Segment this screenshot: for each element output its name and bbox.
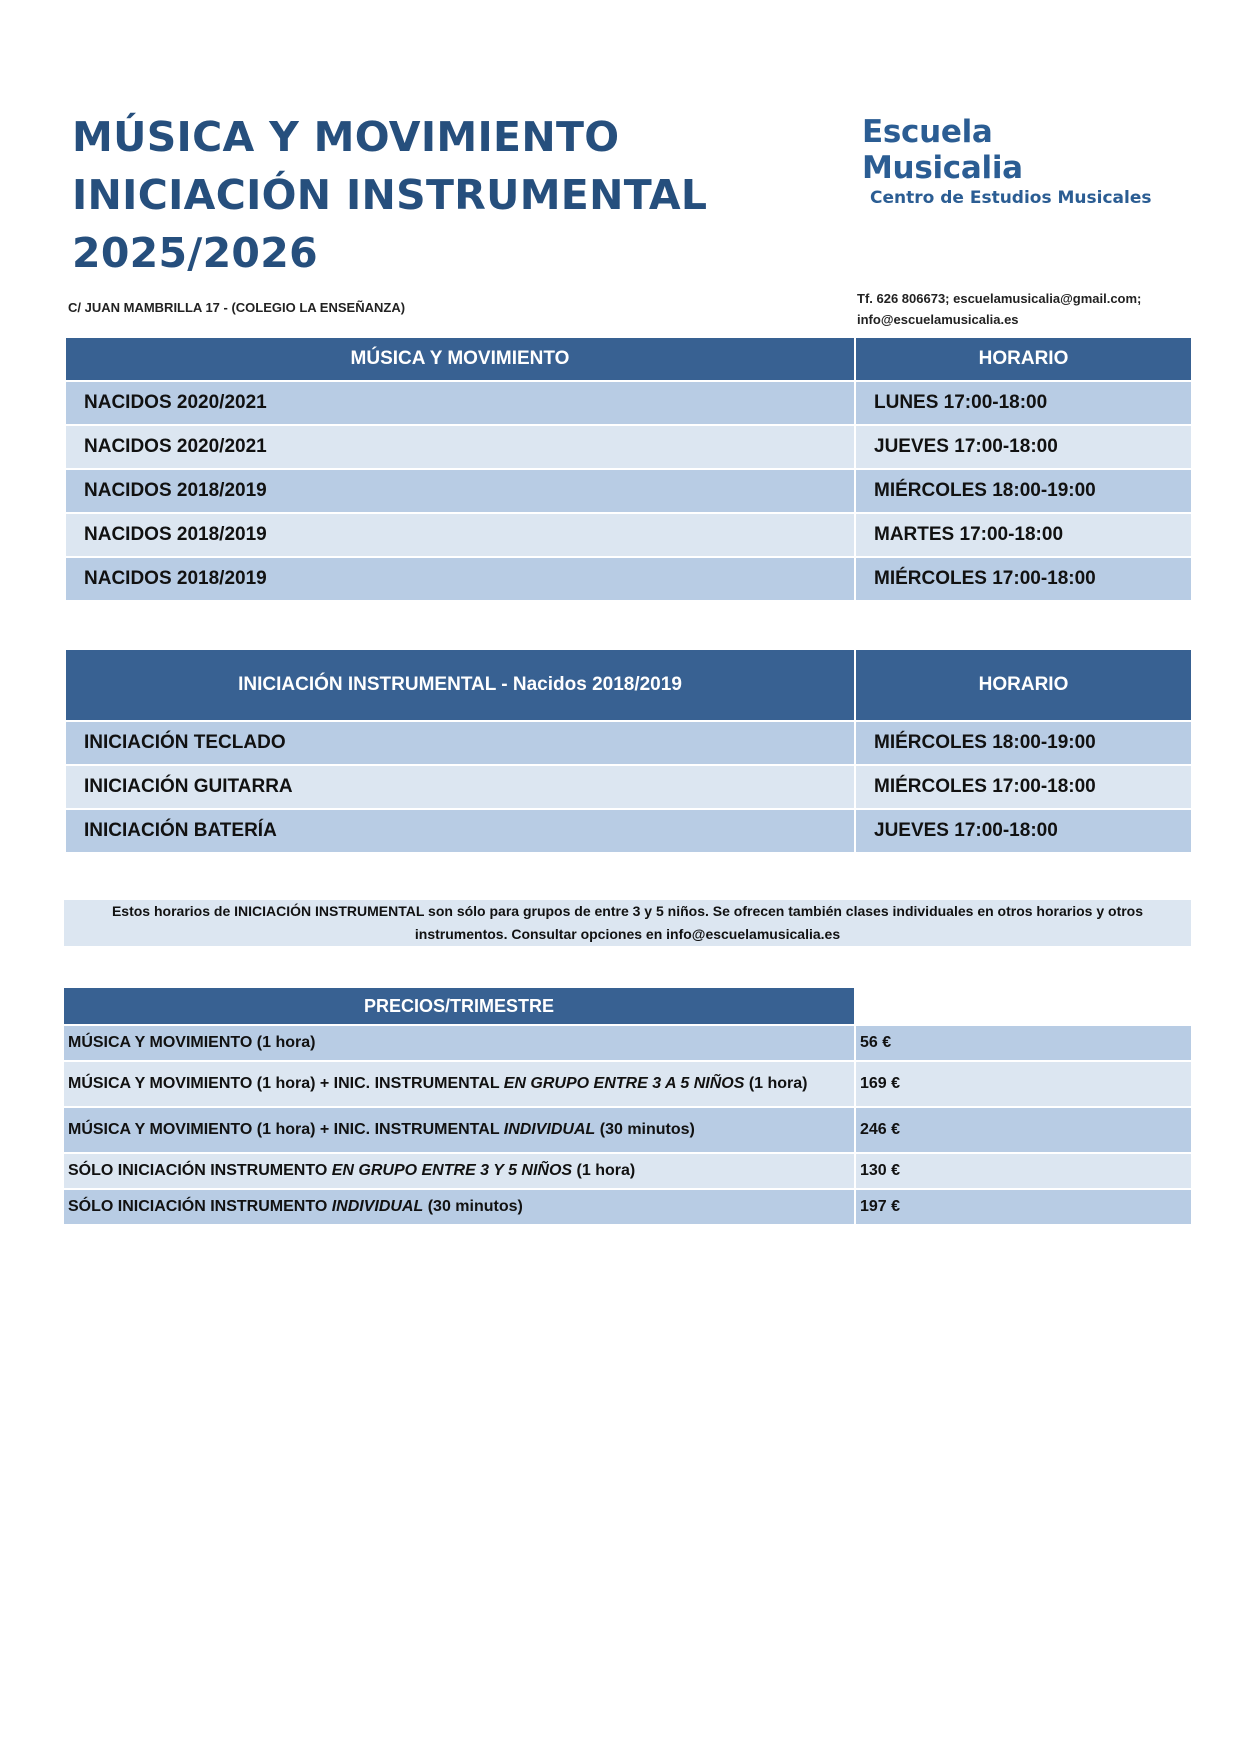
table-row [65, 513, 1192, 557]
group-cell: NACIDOS 2020/2021 [65, 425, 855, 469]
column-header-group: INICIACIÓN INSTRUMENTAL - Nacidos 2018/2019 [65, 649, 855, 721]
table-row [65, 557, 1192, 601]
price-description: SÓLO INICIACIÓN INSTRUMENTO EN GRUPO ENTRE 3 Y 5 NIÑOS (1 hora) [64, 1153, 855, 1189]
title-line-2: INICIACIÓN INSTRUMENTAL [72, 171, 708, 219]
horario-cell: MIÉRCOLES 17:00-18:00 [855, 765, 1192, 809]
contact-info [857, 288, 1141, 330]
table-row [65, 381, 1192, 425]
contact-email-info: info@escuelamusicalia.es [857, 312, 1019, 327]
table-row [65, 721, 1192, 765]
horario-cell: MIÉRCOLES 17:00-18:00 [855, 557, 1192, 601]
price-value: 197 € [855, 1189, 1191, 1225]
column-header-horario: HORARIO [855, 649, 1192, 721]
table-row [64, 1107, 1191, 1153]
group-cell: INICIACIÓN GUITARRA [65, 765, 855, 809]
iniciacion-schedule-table [64, 648, 1193, 854]
column-header-horario: HORARIO [855, 337, 1192, 381]
price-value: 56 € [855, 1025, 1191, 1061]
table-row [65, 425, 1192, 469]
prices-table [64, 988, 1191, 1226]
group-cell: NACIDOS 2018/2019 [65, 469, 855, 513]
horario-cell: JUEVES 17:00-18:00 [855, 425, 1192, 469]
horario-cell: MIÉRCOLES 18:00-19:00 [855, 721, 1192, 765]
table-row [65, 809, 1192, 853]
page-title [72, 108, 707, 282]
horario-cell: MARTES 17:00-18:00 [855, 513, 1192, 557]
group-cell: INICIACIÓN TECLADO [65, 721, 855, 765]
horario-cell: JUEVES 17:00-18:00 [855, 809, 1192, 853]
price-description: MÚSICA Y MOVIMIENTO (1 hora) [64, 1025, 855, 1061]
group-cell: NACIDOS 2020/2021 [65, 381, 855, 425]
price-description: MÚSICA Y MOVIMIENTO (1 hora) + INIC. INSTRUMENTAL EN GRUPO ENTRE 3 A 5 NIÑOS (1 hora) [64, 1061, 855, 1107]
title-line-3: 2025/2026 [72, 229, 318, 277]
horario-cell: LUNES 17:00-18:00 [855, 381, 1192, 425]
contact-phone-email: Tf. 626 806673; escuelamusicalia@gmail.com; [857, 291, 1142, 306]
table-row [64, 1189, 1191, 1225]
price-value: 130 € [855, 1153, 1191, 1189]
school-logo [862, 114, 1162, 208]
table-row [65, 469, 1192, 513]
price-value: 169 € [855, 1061, 1191, 1107]
prices-header: PRECIOS/TRIMESTRE [64, 988, 855, 1025]
logo-sub-text: Centro de Estudios Musicales [870, 188, 1152, 208]
table-row [65, 765, 1192, 809]
note-line-1: Estos horarios de INICIACIÓN INSTRUMENTAL son sólo para grupos de entre 3 y 5 niños. Se ofrecen también clases individuales en otros horarios y otros [111, 903, 1144, 919]
group-cell: NACIDOS 2018/2019 [65, 557, 855, 601]
table-row [64, 1153, 1191, 1189]
table-header-row [65, 337, 1192, 381]
price-description: SÓLO INICIACIÓN INSTRUMENTO INDIVIDUAL (30 minutos) [64, 1189, 855, 1225]
schedule-note [64, 900, 1191, 946]
group-cell: INICIACIÓN BATERÍA [65, 809, 855, 853]
column-header-group: MÚSICA Y MOVIMIENTO [65, 337, 855, 381]
logo-main-text: Escuela Musicalia [862, 114, 1023, 186]
title-line-1: MÚSICA Y MOVIMIENTO [72, 113, 620, 161]
table-row [64, 1061, 1191, 1107]
prices-header-row [64, 988, 1191, 1025]
table-row [64, 1025, 1191, 1061]
table-header-row [65, 649, 1192, 721]
group-cell: NACIDOS 2018/2019 [65, 513, 855, 557]
note-line-2: instrumentos. Consultar opciones en info@escuelamusicalia.es [414, 926, 841, 942]
prices-header-blank [855, 988, 1191, 1025]
price-value: 246 € [855, 1107, 1191, 1153]
horario-cell: MIÉRCOLES 18:00-19:00 [855, 469, 1192, 513]
address: C/ JUAN MAMBRILLA 17 - (COLEGIO LA ENSEÑANZA) [68, 300, 406, 315]
price-description: MÚSICA Y MOVIMIENTO (1 hora) + INIC. INSTRUMENTAL INDIVIDUAL (30 minutos) [64, 1107, 855, 1153]
musica-schedule-table [64, 336, 1193, 602]
